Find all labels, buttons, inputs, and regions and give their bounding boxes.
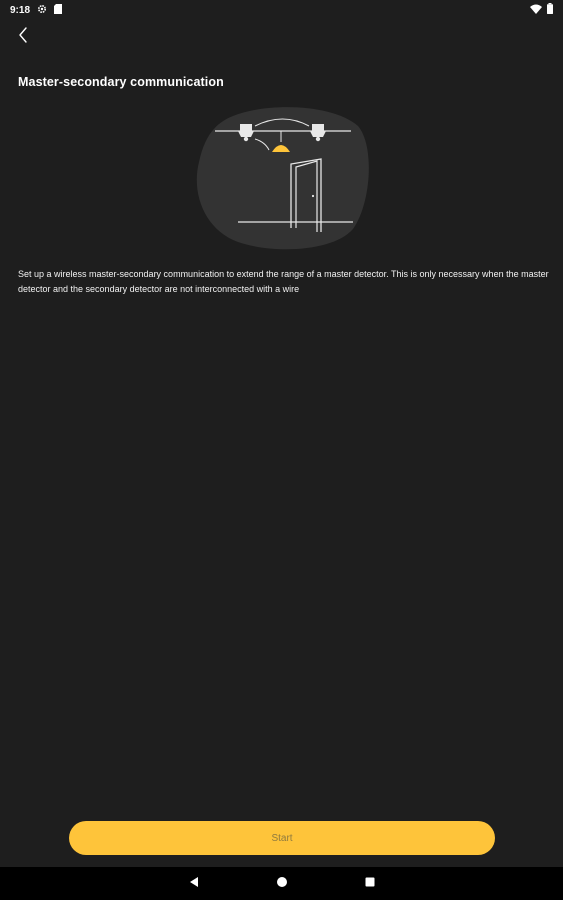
nav-home-button[interactable] [274, 876, 290, 892]
status-bar [0, 0, 563, 20]
wifi-icon [530, 4, 542, 17]
back-button[interactable] [12, 26, 34, 48]
battery-icon [547, 3, 553, 17]
description-text: Set up a wireless master-secondary communication to extend the range of a master detector. This is only necessary when the master detector and the secondary detector are not interconnected with a wire [18, 269, 549, 294]
back-triangle-icon [188, 875, 200, 893]
nav-recents-button[interactable] [362, 876, 378, 892]
nav-back-button[interactable] [186, 876, 202, 892]
page-title: Master-secondary communication [18, 75, 224, 89]
system-nav-bar [0, 867, 563, 900]
home-circle-icon [276, 875, 288, 893]
sd-card-icon [54, 4, 62, 17]
status-left [10, 4, 62, 17]
settings-icon [37, 4, 47, 17]
start-button[interactable]: Start [69, 821, 495, 855]
recents-square-icon [364, 875, 376, 893]
status-time: 9:18 [10, 4, 31, 16]
detectors-door-illustration [193, 104, 373, 254]
chevron-left-icon [17, 26, 29, 49]
status-right [530, 3, 553, 17]
